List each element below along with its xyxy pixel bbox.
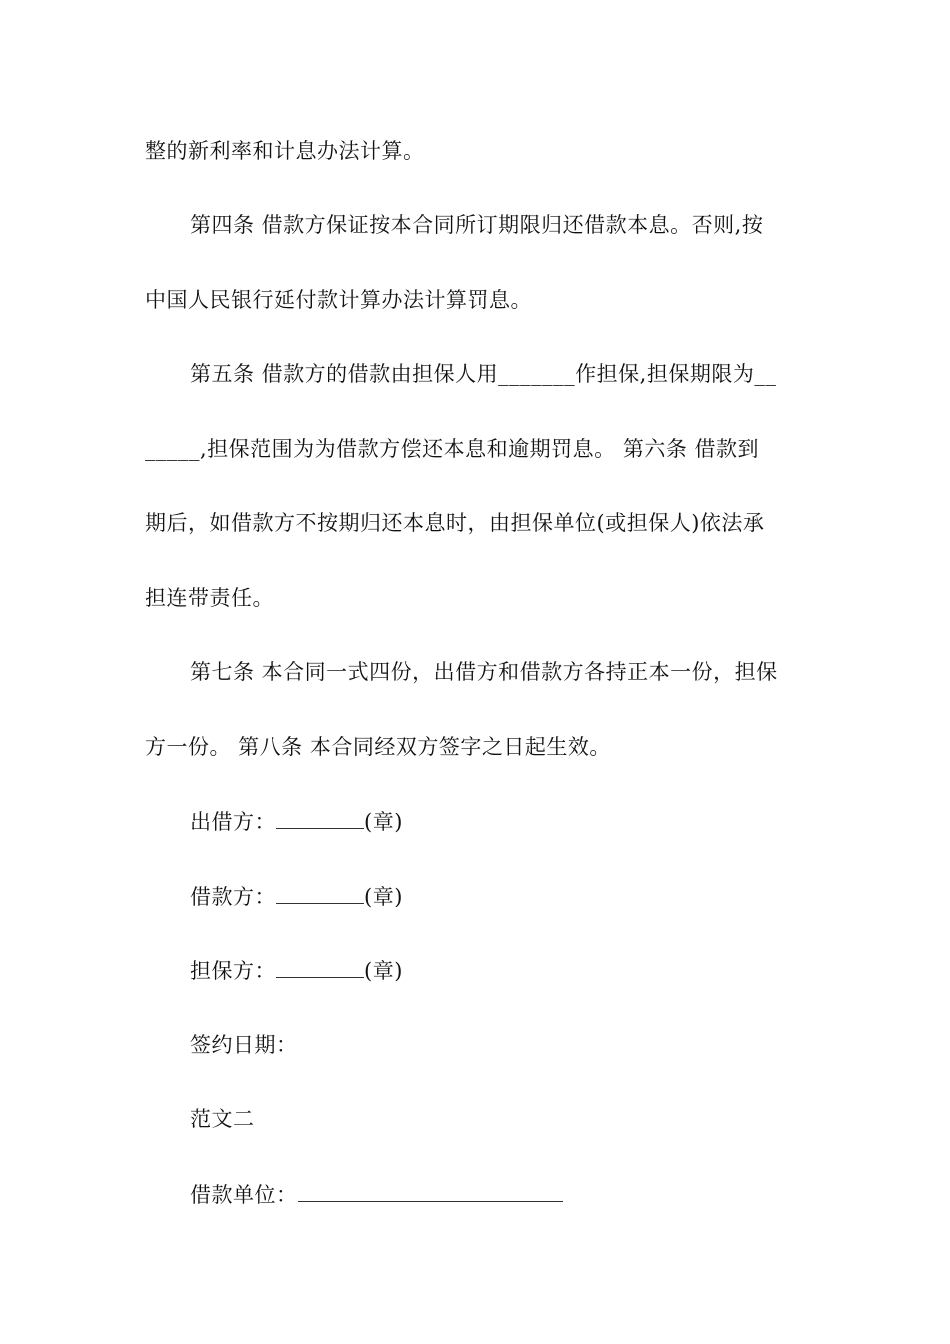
guarantor-label: 担保方： — [190, 959, 276, 983]
text-line-5: _____,担保范围为为借款方偿还本息和逾期罚息。 第六条 借款到 — [145, 437, 760, 461]
borrower-label: 借款方： — [190, 885, 276, 909]
lender-label: 出借方： — [190, 810, 276, 834]
article-4-line: 第四条 借款方保证按本合同所订期限归还借款本息。否则,按 — [190, 213, 764, 237]
text-line-3: 中国人民银行延付款计算办法计算罚息。 — [145, 288, 532, 312]
article-5-line: 第五条 借款方的借款由担保人用_______作担保,担保期限为__ — [190, 362, 777, 386]
text-line-6: 期后，如借款方不按期归还本息时，由担保单位(或担保人)依法承 — [145, 511, 765, 535]
text-line-1: 整的新利率和计息办法计算。 — [145, 139, 425, 163]
lender-signature-line — [190, 806, 403, 837]
text-line-7: 担连带责任。 — [145, 586, 274, 610]
text-line-9: 方一份。 第八条 本合同经双方签字之日起生效。 — [145, 735, 611, 759]
guarantor-blank — [276, 955, 364, 978]
borrower-unit-blank — [298, 1179, 563, 1202]
borrower-unit-label: 借款单位： — [190, 1183, 298, 1207]
borrower-seal: (章) — [364, 885, 403, 909]
signing-date-label: 签约日期： — [190, 1033, 298, 1057]
lender-blank — [276, 806, 364, 829]
borrower-unit-line — [190, 1179, 563, 1210]
guarantor-signature-line — [190, 955, 403, 986]
lender-seal: (章) — [364, 810, 403, 834]
guarantor-seal: (章) — [364, 959, 403, 983]
borrower-blank — [276, 881, 364, 904]
sample-two-title: 范文二 — [190, 1107, 255, 1131]
article-7-line: 第七条 本合同一式四份，出借方和借款方各持正本一份，担保 — [190, 660, 778, 684]
borrower-signature-line — [190, 881, 403, 912]
